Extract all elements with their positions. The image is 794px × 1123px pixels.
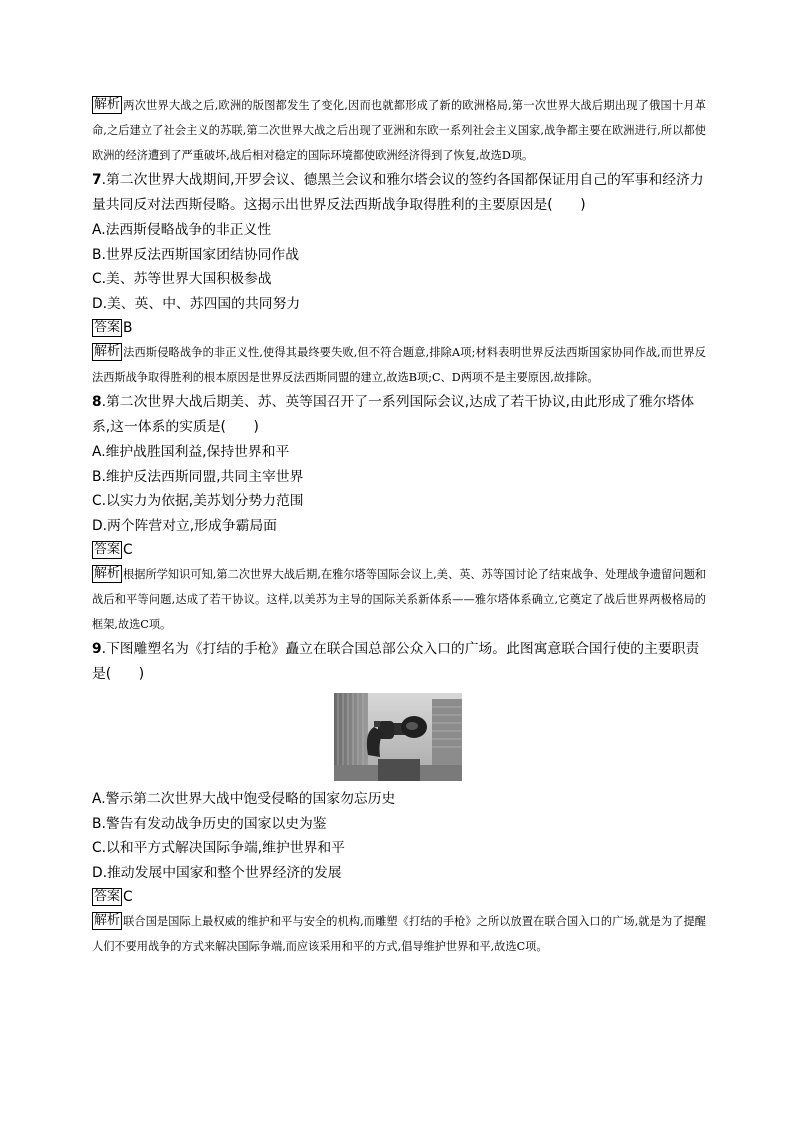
knotted-gun-sculpture-photo <box>334 693 462 781</box>
question-8-stem: .第二次世界大战后期美、苏、英等国召开了一系列国际会议,达成了若干协议,由此形成了雅尔塔体系,这一体系的实质是( ) <box>92 394 695 435</box>
knotted-gun-sculpture-image <box>334 693 462 781</box>
question-7-number: 7 <box>92 172 102 188</box>
question-9-analysis-text: 联合国是国际上最权威的维护和平与安全的机构,而雕塑《打结的手枪》之所以放置在联合国入口的广场,就是为了提醒人们不要用战争的方式来解决国际争端,而应该采用和平的方式,倡导维护世界和平,故选C项。 <box>92 915 706 953</box>
question-7-option-b: B.世界反法西斯国家团结协同作战 <box>92 246 300 263</box>
question-8-number: 8 <box>92 394 102 410</box>
question-9-option-c: C.以和平方式解决国际争端,维护世界和平 <box>92 840 345 856</box>
question-7-analysis-text: 法西斯侵略战争的非正义性,使得其最终要失败,但不符合题意,排除A项;材料表明世界反法西斯国家协同作战,而世界反法西斯战争取得胜利的根本原因是世界反法西斯同盟的建立,故选B项;C、D两项不是主要原因,故排除。 <box>92 346 706 384</box>
document-page <box>92 93 706 959</box>
question-7 <box>92 168 706 218</box>
answer-tag: 答案 <box>94 542 121 557</box>
analysis-tag: 解析 <box>94 566 121 581</box>
answer-tag: 答案 <box>94 889 121 904</box>
answer-tag: 答案 <box>94 320 121 335</box>
question-8-option-d: D.两个阵营对立,形成争霸局面 <box>92 517 277 534</box>
question-8-answer-value: C <box>123 542 133 558</box>
question-9-option-a: A.警示第二次世界大战中饱受侵略的国家勿忘历史 <box>92 791 396 807</box>
question-9-stem: .下图雕塑名为《打结的手枪》矗立在联合国总部公众入口的广场。此图寓意联合国行使的主要职责是( ) <box>92 641 700 682</box>
analysis-tag: 解析 <box>94 913 121 928</box>
question-8 <box>92 390 706 440</box>
question-7-stem: .第二次世界大战期间,开罗会议、德黑兰会议和雅尔塔会议的签约各国都保证用自己的军事和经济力量共同反对法西斯侵略。这揭示出世界反法西斯战争取得胜利的主要原因是( ) <box>92 172 704 213</box>
question-8-analysis <box>92 562 706 637</box>
question-7-analysis <box>92 340 706 390</box>
question-7-option-a: A.法西斯侵略战争的非正义性 <box>92 222 272 238</box>
question-9-answer-value: C <box>123 889 133 905</box>
question-8-option-a: A.维护战胜国利益,保持世界和平 <box>92 444 290 460</box>
question-8-answer <box>92 538 706 562</box>
analysis-tag: 解析 <box>94 97 121 112</box>
question-9-option-b: B.警告有发动战争历史的国家以史为鉴 <box>92 815 327 832</box>
question-8-analysis-text: 根据所学知识可知,第二次世界大战后期,在雅尔塔等国际会议上,美、英、苏等国讨论了结束战争、处理战争遗留问题和战后和平等问题,达成了若干协议。这样,以美苏为主导的国际关系新体系——雅尔塔体系确立,它奠定了战后世界两极格局的框架,故选C项。 <box>92 568 706 631</box>
question-7-option-d: D.美、英、中、苏四国的共同努力 <box>92 295 301 312</box>
question-8-option-c: C.以实力为依据,美苏划分势力范围 <box>92 493 304 509</box>
question-7-answer-value: B <box>123 320 133 336</box>
question-9-analysis <box>92 909 706 959</box>
question-8-option-b: B.维护反法西斯同盟,共同主宰世界 <box>92 468 304 485</box>
question-9-option-d: D.推动发展中国家和整个世界经济的发展 <box>92 864 342 881</box>
question-9-number: 9 <box>92 641 102 657</box>
analysis-tag: 解析 <box>94 344 121 359</box>
question-7-answer <box>92 316 706 340</box>
question-9-answer <box>92 885 706 909</box>
question-7-option-c: C.美、苏等世界大国积极参战 <box>92 271 272 287</box>
question-9 <box>92 637 706 687</box>
prev-analysis-text: 两次世界大战之后,欧洲的版图都发生了变化,因而也就都形成了新的欧洲格局,第一次世界大战后期出现了俄国十月革命,之后建立了社会主义的苏联,第二次世界大战之后出现了亚洲和东欧一系列社会主义国家,战争都主要在欧洲进行,所以都使欧洲的经济遭到了严重破坏,战后相对稳定的国际环境都使欧洲经济得到了恢复,故选D项。 <box>92 99 706 162</box>
prev-analysis <box>92 93 706 168</box>
